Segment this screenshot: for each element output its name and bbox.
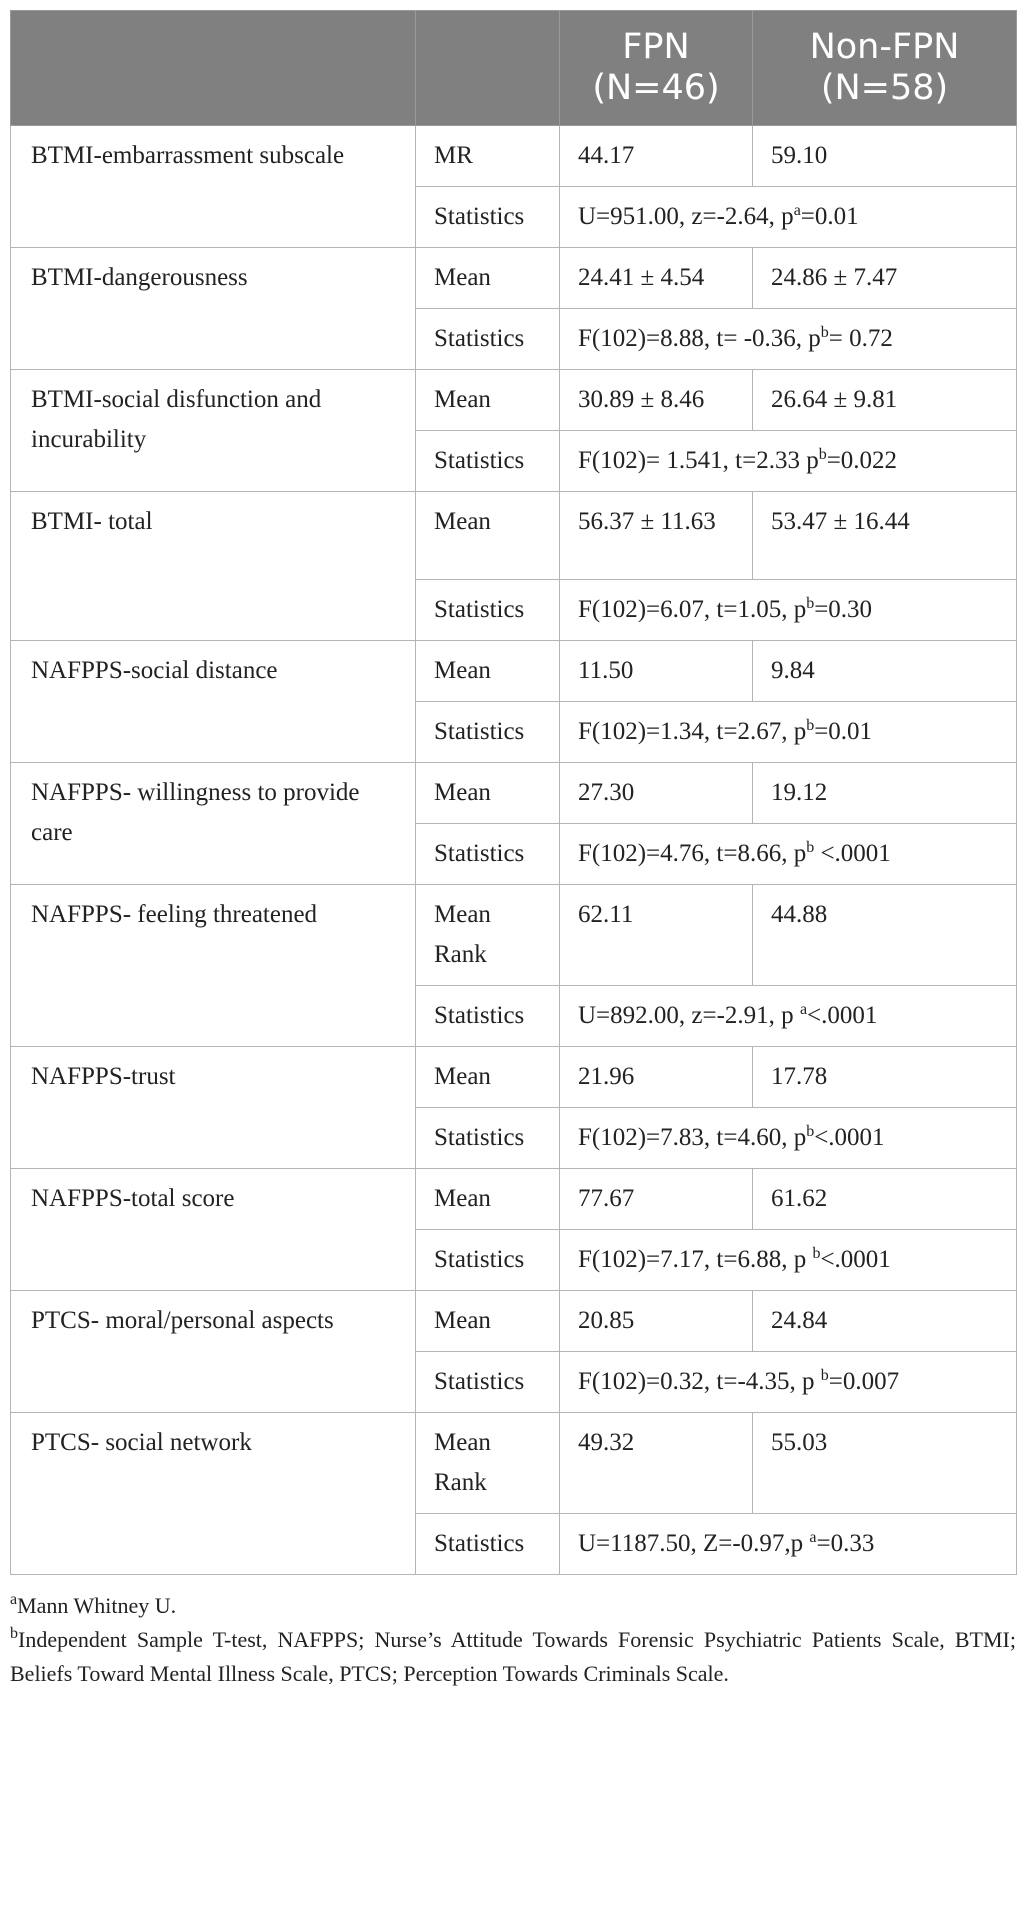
header-measure bbox=[11, 11, 416, 126]
fpn-value: 62.11 bbox=[560, 885, 753, 986]
statistic-label: Mean bbox=[416, 1291, 560, 1352]
header-statistic bbox=[416, 11, 560, 126]
measure-label: NAFPPS-total score bbox=[11, 1169, 416, 1291]
footnote-b: $^b$Independent Sample T-test, NAFPPS; Nurse’s Attitude Towards Forensic Psychiatric Patients Scale, BTMI; Beliefs Toward Mental Illness Scale, PTCS; Perception Towards Criminals Scale. bbox=[10, 1625, 1016, 1686]
statistic-label: Statistics bbox=[416, 702, 560, 763]
measure-label: BTMI-social disfunction and incurability bbox=[11, 370, 416, 492]
statistics-value: F(102)=8.88, t= -0.36, $p^b= 0.72$ bbox=[560, 309, 1017, 370]
non-fpn-value: 19.12 bbox=[753, 763, 1017, 824]
fpn-value: 56.37 ± 11.63 bbox=[560, 492, 753, 580]
results-table bbox=[10, 10, 1017, 1575]
non-fpn-value: 44.88 bbox=[753, 885, 1017, 986]
statistic-label: Statistics bbox=[416, 824, 560, 885]
non-fpn-value: 24.86 ± 7.47 bbox=[753, 248, 1017, 309]
statistics-value: F(102)=0.32, t=-4.35, p $^b$=0.007 bbox=[560, 1352, 1017, 1413]
statistics-value: F(102)=4.76, t=8.66, $p^b <.0001$ bbox=[560, 824, 1017, 885]
table-row bbox=[11, 248, 1017, 309]
fpn-value: 77.67 bbox=[560, 1169, 753, 1230]
table-row bbox=[11, 370, 1017, 431]
non-fpn-value: 17.78 bbox=[753, 1047, 1017, 1108]
table-row bbox=[11, 126, 1017, 187]
statistic-label: Mean bbox=[416, 248, 560, 309]
statistics-value: F(102)=1.34, t=2.67, $p^b=0.01$ bbox=[560, 702, 1017, 763]
measure-label: BTMI-dangerousness bbox=[11, 248, 416, 370]
table-footnotes bbox=[10, 1589, 1016, 1691]
non-fpn-value: 24.84 bbox=[753, 1291, 1017, 1352]
table-row bbox=[11, 885, 1017, 986]
table-row bbox=[11, 641, 1017, 702]
statistic-label: Statistics bbox=[416, 1514, 560, 1575]
table-row bbox=[11, 492, 1017, 580]
fpn-value: 20.85 bbox=[560, 1291, 753, 1352]
statistics-value: F(102)=7.17, t=6.88, p $^b$<.0001 bbox=[560, 1230, 1017, 1291]
measure-label: BTMI- total bbox=[11, 492, 416, 641]
measure-label: NAFPPS-social distance bbox=[11, 641, 416, 763]
statistic-label: Mean bbox=[416, 1169, 560, 1230]
statistic-label: Mean bbox=[416, 492, 560, 580]
fpn-value: 30.89 ± 8.46 bbox=[560, 370, 753, 431]
statistic-label: Statistics bbox=[416, 1230, 560, 1291]
measure-label: PTCS- social network bbox=[11, 1413, 416, 1575]
header-fpn: FPN (N=46) bbox=[560, 11, 753, 126]
measure-label: NAFPPS- willingness to provide care bbox=[11, 763, 416, 885]
table-row bbox=[11, 1047, 1017, 1108]
statistic-label: Statistics bbox=[416, 431, 560, 492]
statistics-value: F(102)=6.07, t=1.05, $p^b=0.30$ bbox=[560, 580, 1017, 641]
statistic-label: Statistics bbox=[416, 187, 560, 248]
fpn-value: 11.50 bbox=[560, 641, 753, 702]
statistics-value: U=1187.50, Z=-0.97,p $^a$=0.33 bbox=[560, 1514, 1017, 1575]
statistic-label: Statistics bbox=[416, 580, 560, 641]
statistics-value: U=951.00, z=-2.64, $p^a=0.01$ bbox=[560, 187, 1017, 248]
statistic-label: MR bbox=[416, 126, 560, 187]
measure-label: PTCS- moral/personal aspects bbox=[11, 1291, 416, 1413]
statistic-label: Statistics bbox=[416, 986, 560, 1047]
statistic-label: Mean bbox=[416, 370, 560, 431]
statistic-label: Statistics bbox=[416, 1352, 560, 1413]
table-body bbox=[11, 126, 1017, 1575]
non-fpn-value: 26.64 ± 9.81 bbox=[753, 370, 1017, 431]
footnote-a: $^a$Mann Whitney U. bbox=[10, 1591, 177, 1618]
non-fpn-value: 61.62 bbox=[753, 1169, 1017, 1230]
fpn-value: 21.96 bbox=[560, 1047, 753, 1108]
results-table-container bbox=[10, 10, 1016, 1691]
table-row bbox=[11, 763, 1017, 824]
statistic-label: Statistics bbox=[416, 309, 560, 370]
statistic-label: Mean bbox=[416, 641, 560, 702]
table-row bbox=[11, 1169, 1017, 1230]
fpn-value: 44.17 bbox=[560, 126, 753, 187]
measure-label: NAFPPS- feeling threatened bbox=[11, 885, 416, 1047]
statistics-value: F(102)= 1.541, t=2.33 $p^b=0.022$ bbox=[560, 431, 1017, 492]
header-row bbox=[11, 11, 1017, 126]
header-non-fpn: Non-FPN (N=58) bbox=[753, 11, 1017, 126]
non-fpn-value: 59.10 bbox=[753, 126, 1017, 187]
measure-label: NAFPPS-trust bbox=[11, 1047, 416, 1169]
non-fpn-value: 55.03 bbox=[753, 1413, 1017, 1514]
fpn-value: 49.32 bbox=[560, 1413, 753, 1514]
statistic-label: Mean bbox=[416, 1047, 560, 1108]
statistic-label: Mean Rank bbox=[416, 885, 560, 986]
fpn-value: 24.41 ± 4.54 bbox=[560, 248, 753, 309]
fpn-value: 27.30 bbox=[560, 763, 753, 824]
table-row bbox=[11, 1291, 1017, 1352]
non-fpn-value: 53.47 ± 16.44 bbox=[753, 492, 1017, 580]
statistic-label: Statistics bbox=[416, 1108, 560, 1169]
statistics-value: F(102)=7.83, t=4.60, $p^b<.0001$ bbox=[560, 1108, 1017, 1169]
statistic-label: Mean bbox=[416, 763, 560, 824]
measure-label: BTMI-embarrassment subscale bbox=[11, 126, 416, 248]
statistic-label: Mean Rank bbox=[416, 1413, 560, 1514]
table-row bbox=[11, 1413, 1017, 1514]
non-fpn-value: 9.84 bbox=[753, 641, 1017, 702]
statistics-value: U=892.00, z=-2.91, p $^a$<.0001 bbox=[560, 986, 1017, 1047]
